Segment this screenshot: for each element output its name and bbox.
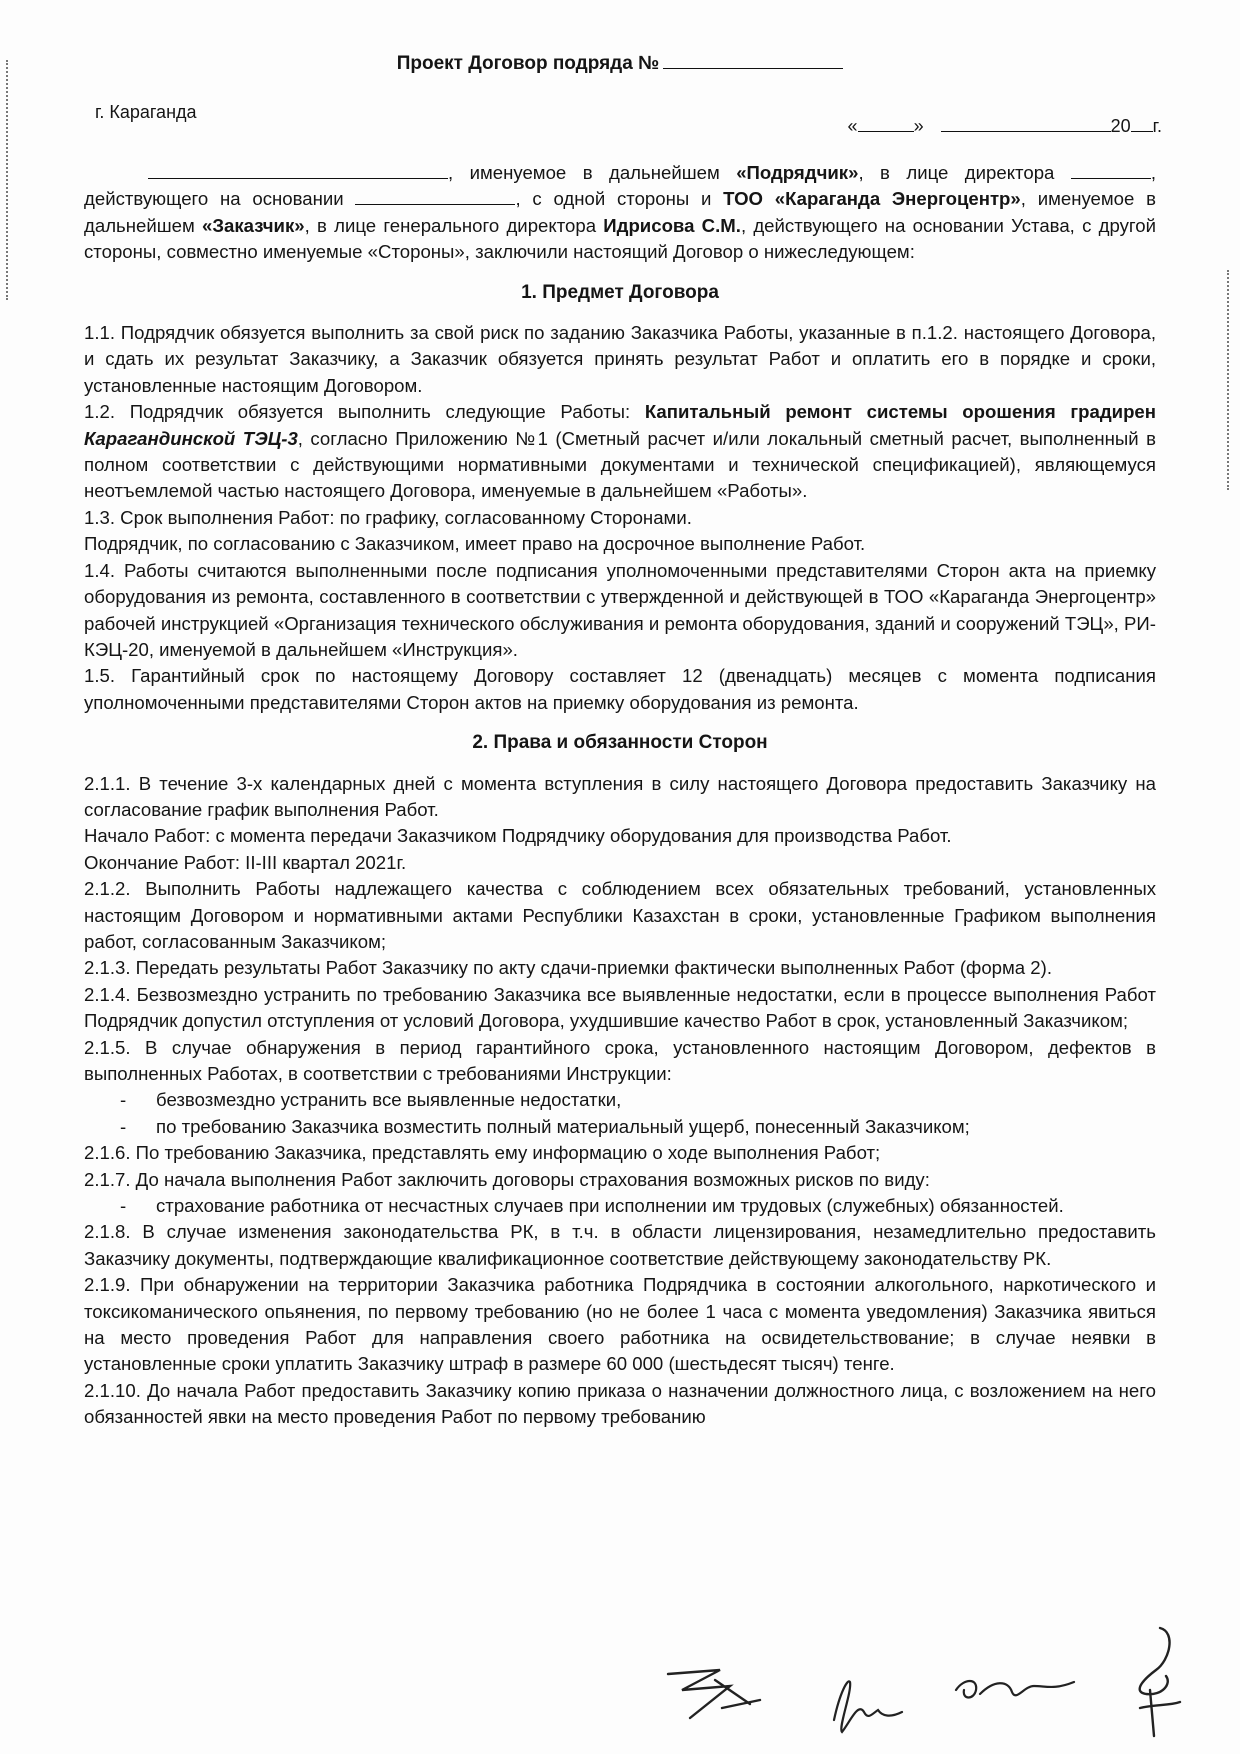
section-2-heading: 2. Права и обязанности Сторон [472, 732, 768, 754]
work-start: Начало Работ: с момента передачи Заказчиком Подрядчику оборудования для производства Работ. [84, 825, 952, 847]
clause-2-1-7: 2.1.7. До начала выполнения Работ заключить договоры страхования возможных рисков по виду: [84, 1168, 930, 1190]
clause-2-1-1: 2.1.1. В течение 3-х календарных дней с момента вступления в силу настоящего Договора предоставить Заказчику на согласование график выполнения Работ. [84, 772, 1156, 820]
signature-1 [660, 1660, 780, 1730]
clause-1-4: 1.4. Работы считаются выполненными после подписания уполномоченными представителями Сторон акта на приемку оборудования из ремонта, составленного в соответствии с утвержденной и действующей в ТОО «Караганда Энергоцентр» рабочей инструкцией «Организация технического обслуживания и ремонта оборудования, зданий и сооружений ТЭЦ», РИ-КЭЦ-20, именуемой в дальнейшем «Инструкция». [84, 559, 1156, 660]
clause-1-3-extra: Подрядчик, по согласованию с Заказчиком, имеет право на досрочное выполнение Работ. [84, 533, 866, 555]
clause-2-1-8: 2.1.8. В случае изменения законодательства РК, в т.ч. в области лицензирования, незамедлительно предоставить Заказчику документы, подтверждающие квалификационное соответствие действующему законодательству РК. [84, 1221, 1156, 1269]
clause-1-2: 1.2. Подрядчик обязуется выполнить следующие Работы: Капитальный ремонт системы орошения градирен Карагандинской ТЭЦ-3, согласно Приложению №1 (Сметный расчет и/или локальный сметный расчет, выполненный в полном соответствии с действующими нормативными документами и технической спецификацией), являющемуся неотъемлемой частью настоящего Договора, именуемые в дальнейшем «Работы». [84, 401, 1156, 502]
signature-3 [950, 1660, 1080, 1720]
scan-edge-marks [6, 60, 12, 300]
clause-2-1-9: 2.1.9. При обнаружении на территории Заказчика работника Подрядчика в состоянии алкогольного, наркотического и токсикоманического опьянения, по первому требованию (но не более 1 часа с момента уведомления) Заказчика явиться на место проведения Работ для направления своего работника на освидетельствование; в случае неявки в установленные сроки уплатить Заказчику штраф в размере 60 000 (шестьдесят тысяч) тенге. [84, 1274, 1156, 1375]
section-1-heading: 1. Предмет Договора [521, 281, 719, 303]
clause-2-1-6: 2.1.6. По требованию Заказчика, представлять ему информацию о ходе выполнения Работ; [84, 1142, 881, 1164]
clause-2-1-3: 2.1.3. Передать результаты Работ Заказчику по акту сдачи-приемки фактически выполненных Работ (форма 2). [84, 957, 1052, 979]
clause-1-3: 1.3. Срок выполнения Работ: по графику, согласованному Сторонами. [84, 506, 692, 528]
clause-2-1-4: 2.1.4. Безвозмездно устранить по требованию Заказчика все выявленные недостатки, если в процессе выполнения Работ Подрядчик допустил отступления от условий Договора, ухудшившие качество Работ в срок, установленный Заказчиком; [84, 983, 1156, 1032]
list-item: - безвозмездно устранить все выявленные недостатки, [120, 1089, 622, 1111]
document-body [84, 160, 1156, 1431]
clause-2-1-10: 2.1.10. До начала Работ предоставить Заказчику копию приказа о назначении должностного лица, с возложением на него обязанностей явки на место проведения Работ по первому требованию [84, 1379, 1156, 1428]
contract-number-blank [663, 50, 843, 69]
document-title: Проект Договор подряда № [0, 50, 1240, 75]
clause-1-5: 1.5. Гарантийный срок по настоящему Договору составляет 12 (двенадцать) месяцев с момента подписания уполномоченными представителями Сторон актов на приемку оборудования из ремонта. [84, 665, 1156, 713]
list-item: - по требованию Заказчика возместить полный материальный ущерб, понесенный Заказчиком; [120, 1115, 970, 1137]
signature-2 [820, 1672, 910, 1742]
clause-1-1: 1.1. Подрядчик обязуется выполнить за свой риск по заданию Заказчика Работы, указанные в п.1.2. настоящего Договора, и сдать их результат Заказчику, а Заказчик обязуется принять результат Работ и оплатить его в порядке и сроки, установленные настоящим Договором. [84, 322, 1156, 396]
work-end: Окончание Работ: II-III квартал 2021г. [84, 851, 407, 873]
scan-edge-marks-right [1227, 270, 1232, 490]
list-item: - страхование работника от несчастных случаев при исполнении им трудовых (служебных) обязанностей. [120, 1195, 1064, 1217]
city: г. Караганда [95, 102, 197, 122]
date-line: « » 20 г. [847, 116, 1162, 136]
signature-4 [1120, 1620, 1190, 1740]
clause-2-1-2: 2.1.2. Выполнить Работы надлежащего качества с соблюдением всех обязательных требований, установленных настоящим Договором и нормативными актами Республики Казахстан в сроки, установленные Графиком выполнения работ, согласованным Заказчиком; [84, 878, 1156, 952]
preamble: , именуемое в дальнейшем «Подрядчик», в лице директора , действующего на основании , с одной стороны и ТОО «Караганда Энергоцентр», именуемое в дальнейшем «Заказчик», в лице генерального директора Идрисова С.М., действующего на основании Устава, с другой стороны, совместно именуемые «Стороны», заключили настоящий Договор о нижеследующем: [84, 162, 1157, 263]
clause-2-1-5: 2.1.5. В случае обнаружения в период гарантийного срока, установленного настоящим Договором, дефектов в выполненных Работах, в соответствии с требованиями Инструкции: [84, 1036, 1156, 1084]
